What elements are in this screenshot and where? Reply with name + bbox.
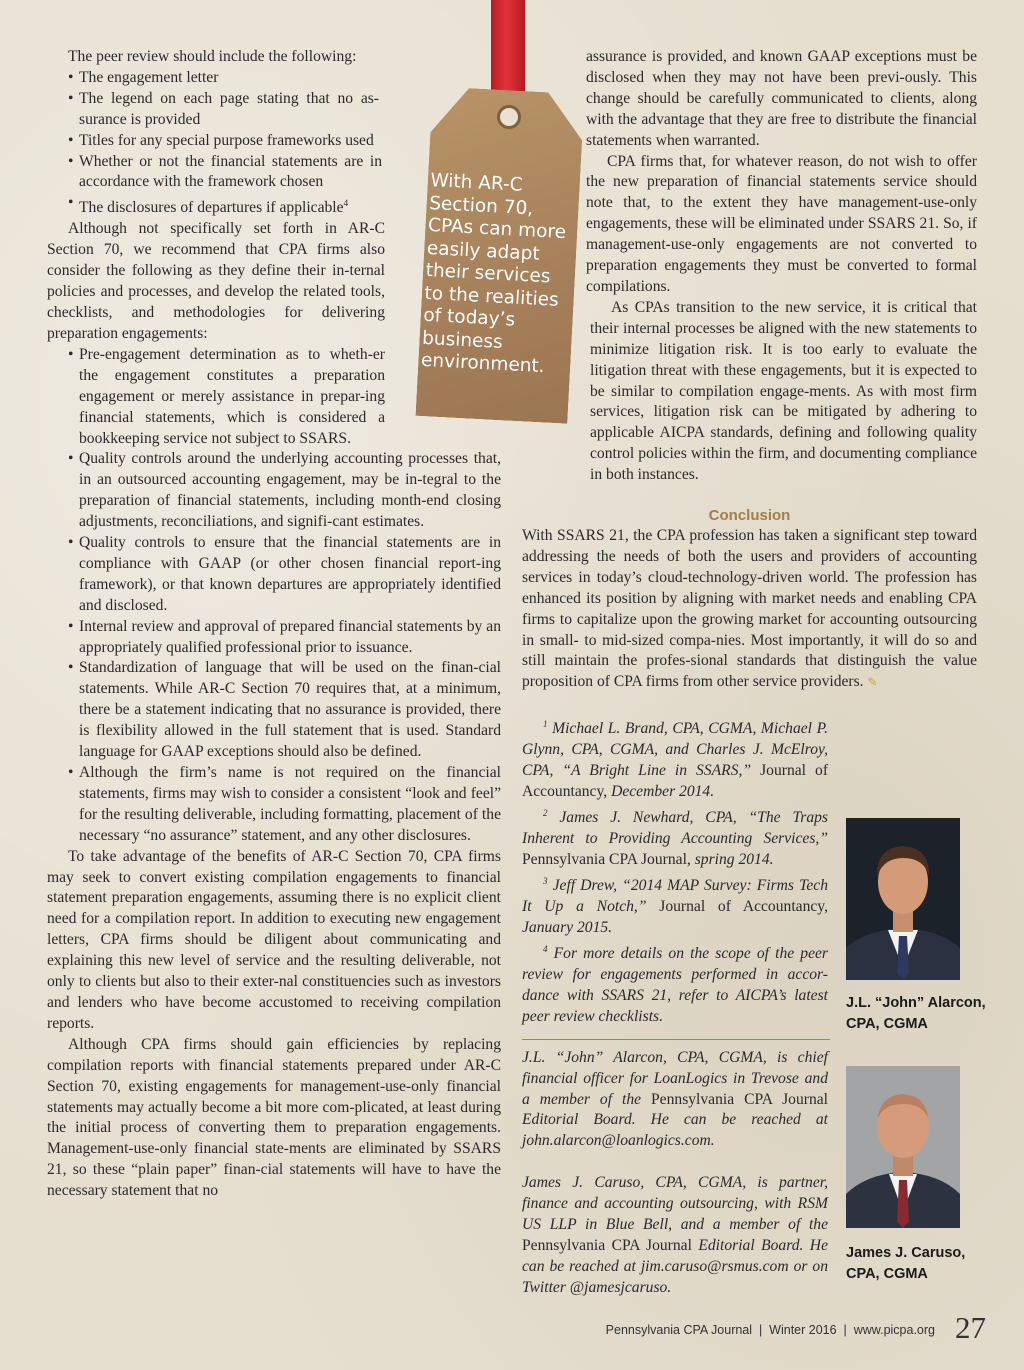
list-item: • The disclosures of departures if applicable$^4$: [68, 194, 349, 217]
page-number: 27: [955, 1310, 986, 1345]
footnote: $^2$ James J. Newhard, CPA, “The Traps Inherent to Providing Accounting Services,” Pennsylvania CPA Journal, spring 2014.: [522, 808, 828, 869]
divider: [522, 1039, 830, 1040]
conclusion-paragraph: With SSARS 21, the CPA profession has taken a significant step toward addressing the needs of both the users and providers of accounting services in today’s cloud-technology-driven world. The profession has enhanced its position by aligning with market needs and enabling CPA firms to capitalize upon the growing market for accounting outsourcing in small- to mid-sized compa-nies. Most importantly, it will do so and still maintain the profes-sional standards that distinguish the value proposition of CPA firms from other service providers. ✎: [522, 527, 977, 691]
author-photo-alarcon: [846, 818, 960, 980]
body-paragraph: To take advantage of the benefits of AR-C Section 70, CPA firms may seek to convert existing compilation engagements to financial statement preparation engagements, assuming there is no explicit client need for a compilation report. In addition to executing new engagement letters, CPA firms should be diligent about communicating and explaining this new level of service and the resulting deliverable, not only to clients but also to their exter-nal constituencies such as investors and lenders who have become accustomed to receiving compilation reports.: [47, 847, 501, 1032]
footnote: $^1$ Michael L. Brand, CPA, CGMA, Michael P. Glynn, CPA, CGMA, and Charles J. McElroy, CPA, “A Bright Line in SSARS,” Journal of Accountancy, December 2014.: [522, 719, 829, 801]
list-item: • The legend on each page stating that no as-surance is provided: [68, 89, 379, 128]
list-item: • Quality controls to ensure that the financial statements are in compliance with GAAP (or other chosen financial report-ing framework), or that known departures are appropriately identified and disclosed.: [68, 534, 501, 614]
photo-caption: J.L. “John” Alarcon, CPA, CGMA: [846, 995, 986, 1032]
list-item: • Whether or not the financial statements are in accordance with the framework chosen: [68, 152, 382, 191]
body-paragraph: Although CPA firms should gain efficiencies by replacing compilation reports with financial statements prepared under AR-C Section 70, existing engagements for management-use-only financial statements may actually become a bit more com-plicated, at least during the initial process of converting them to preparation engagements. Management-use-only financial state-ments are eliminated by SSARS 21, so these “plain paper” finan-cial statements will have to have the necessary statement that no: [47, 1035, 501, 1200]
body-paragraph: As CPAs transition to the new service, it is critical that their internal processes be aligned with the new statements to minimize litigation risk. It is too early to evaluate the litigation threat with these engagements, but it is expected to be similar to compilation engage-ments. As with most firm services, litigation risk can be mitigated by adhering to applicable AICPA standards, defining and following quality control policies within the firm, and documenting compliance in both instances.: [590, 298, 977, 484]
list-item: • Titles for any special purpose frameworks used: [68, 131, 374, 149]
recommendation-paragraph: Although not specifically set forth in AR-C Section 70, we recommend that CPA firms also consider the following as they define their in-ternal policies and processes, and develop the related tools, checklists, and methodologies for delivering preparation engagements:: [47, 220, 385, 342]
list-item: • Internal review and approval of prepared financial statements by an appropriately qualified professional prior to issuance.: [68, 617, 501, 656]
list-item: • Pre-engagement determination as to wheth-er the engagement constitutes a preparation engagement or merely assistance in prepar-ing financial statements, which is considered a bookkeeping service not subject to SSARS.: [68, 345, 385, 447]
author-bio: J.L. “John” Alarcon, CPA, CGMA, is chief financial officer for LoanLogics in Trevose and a member of the Pennsylvania CPA Journal Editorial Board. He can be reached at john.alarcon@loanlogics.com.: [522, 1048, 828, 1150]
peer-review-intro: The peer review should include the following:: [68, 48, 357, 65]
author-bios: [522, 1048, 828, 1299]
author-photo-caruso: [846, 1066, 960, 1228]
pull-quote: With AR-C Section 70, CPAs can more easily adapt their services to the realities of today’s business environment.: [420, 170, 567, 378]
list-item: • Quality controls around the underlying accounting processes that, in an outsourced accounting engagement, may be in-tegral to the preparation of financial statements, including month-end closing adjustments, reconciliations, and signifi-cant estimates.: [68, 450, 501, 531]
footnote: $^4$ For more details on the scope of the peer review for engagements performed in accor-dance with SSARS 21, refer to AICPA’s latest peer review checklists.: [522, 943, 828, 1025]
list-item: • Although the firm’s name is not required on the financial statements, firms may wish to consider a consistent “look and feel” for the resulting deliverable, including formatting, placement of the necessary “no assurance” statement, and any other disclosures.: [68, 764, 501, 844]
footer: Pennsylvania CPA Journal | Winter 2016 | www.picpa.org: [605, 1323, 935, 1337]
recommendation-list: [47, 345, 501, 847]
photo-caption: James J. Caruso, CPA, CGMA: [846, 1245, 966, 1282]
end-mark-icon: ✎: [867, 675, 878, 690]
list-item: • The engagement letter: [68, 68, 219, 86]
footnotes: [522, 714, 828, 1027]
author-bio: James J. Caruso, CPA, CGMA, is partner, finance and accounting outsourcing, with RSM US LLP in Blue Bell, and a member of the Pennsylvania CPA Journal Editorial Board. He can be reached at jim.caruso@rsmus.com or on Twitter @jamesjcaruso.: [522, 1174, 828, 1296]
body-paragraph: CPA firms that, for whatever reason, do not wish to offer the new preparation of financial statements service should note that, to the extent they have management-use-only engagements, these will be eliminated under SSARS 21. So, if management-use-only engagements are not converted to preparation engagements they must be converted to formal compilations.: [586, 152, 977, 295]
tag-hole-decoration: [497, 105, 521, 129]
list-item: • Standardization of language that will be used on the finan-cial statements. While AR-C Section 70 requires that, at a minimum, there be a statement indicating that no assurance is provided, there is flexibility allowed in the full statement that is used. Standard language for GAAP exceptions should also be defined.: [68, 659, 501, 761]
footnote: $^3$ Jeff Drew, “2014 MAP Survey: Firms Tech It Up a Notch,” Journal of Accountancy, January 2015.: [522, 876, 828, 936]
body-paragraph: assurance is provided, and known GAAP exceptions must be disclosed when they may not have been previ-ously. This change should be carefully communicated to clients, along with the advantage that they are free to distribute the financial statements when warranted.: [586, 48, 977, 149]
conclusion-heading: Conclusion: [708, 507, 791, 525]
